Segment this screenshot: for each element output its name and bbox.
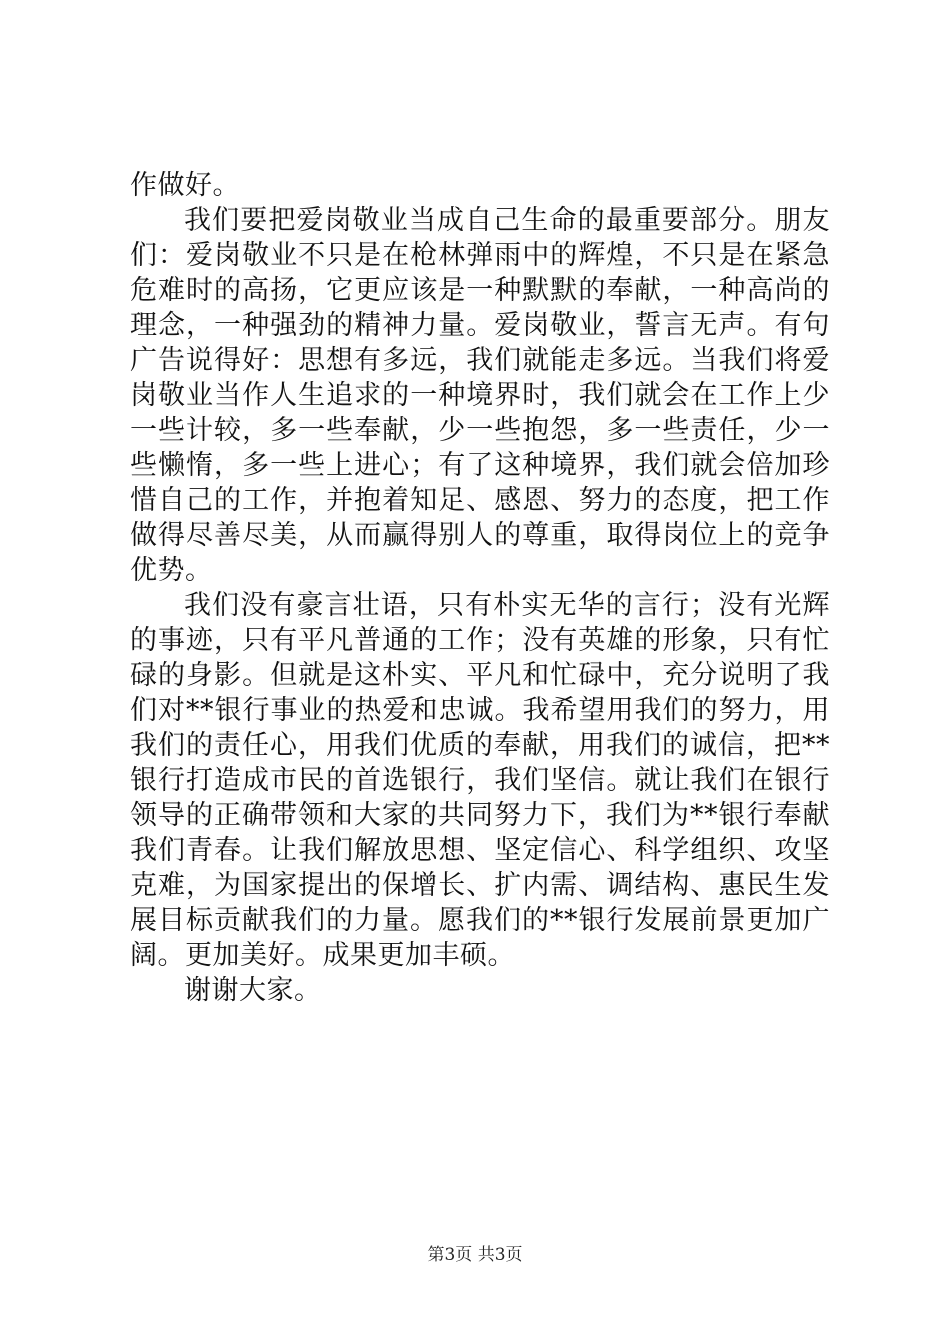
paragraph-continuation: 作做好。 xyxy=(130,170,240,201)
paragraph-dedication: 我们要把爱岗敬业当成自己生命的最重要部分。朋友们：爱岗敬业不只是在枪林弹雨中的辉煌，不只是在紧急危难时的高扬，它更应该是一种默默的奉献，一种高尚的理念，一种强劲的精神力量。爱岗敬业，誓言无声。有句广告说得好：思想有多远，我们就能走多远。当我们将爱岗敬业当作人生追求的一种境界时，我们就会在工作上少一些计较，多一些奉献，少一些抱怨，多一些责任，少一些懒惰，多一些上进心；有了这种境界，我们就会倍加珍惜自己的工作，并抱着知足、感恩、努力的态度，把工作做得尽善尽美，从而赢得别人的尊重，取得岗位上的竞争优势。 xyxy=(130,205,830,586)
paragraph-commitment: 我们没有豪言壮语，只有朴实无华的言行；没有光辉的事迹，只有平凡普通的工作；没有英雄的形象，只有忙碌的身影。但就是这朴实、平凡和忙碌中，充分说明了我们对**银行事业的热爱和忠诚。我希望用我们的努力，用我们的责任心，用我们优质的奉献，用我们的诚信，把**银行打造成市民的首选银行，我们坚信。就让我们在银行领导的正确带领和大家的共同努力下，我们为**银行奉献我们青春。让我们解放思想、坚定信心、科学组织、攻坚克难，为国家提出的保增长、扩内需、调结构、惠民生发展目标贡献我们的力量。愿我们的**银行发展前景更加广阔。更加美好。成果更加丰硕。 xyxy=(130,590,830,971)
paragraph-closing: 谢谢大家。 xyxy=(184,975,322,1006)
page-footer: 第3页 共3页 xyxy=(427,1245,523,1265)
document-body xyxy=(130,168,830,1008)
